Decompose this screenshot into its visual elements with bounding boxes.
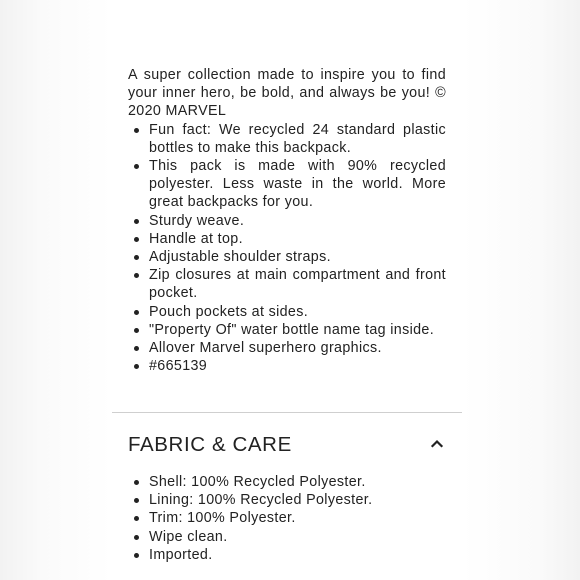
description-intro: A super collection made to inspire you to find your inner hero, be bold, and always be you! © 2020 MARVEL [128, 67, 446, 120]
description-bullet: Handle at top. [149, 230, 446, 248]
description-bullet: This pack is made with 90% recycled polyester. Less waste in the world. More great backpacks for you. [149, 158, 446, 211]
fabric-care-bullet: Imported. [149, 546, 446, 564]
fabric-care-heading: FABRIC & CARE [128, 433, 292, 456]
chevron-up-icon[interactable] [430, 436, 444, 450]
description-bullet: Pouch pockets at sides. [149, 303, 446, 321]
description-bullet-list [128, 121, 446, 376]
fabric-care-bullet: Lining: 100% Recycled Polyester. [149, 491, 446, 509]
fabric-care-bullet-list [128, 473, 446, 564]
description-bullet: "Property Of" water bottle name tag inside. [149, 321, 446, 339]
fabric-care-content [128, 473, 446, 564]
product-description [128, 66, 446, 375]
description-bullet: Fun fact: We recycled 24 standard plastic bottles to make this backpack. [149, 121, 446, 156]
fabric-care-bullet: Shell: 100% Recycled Polyester. [149, 473, 446, 491]
fabric-care-bullet: Trim: 100% Polyester. [149, 509, 446, 527]
description-bullet: Zip closures at main compartment and front pocket. [149, 267, 446, 302]
fabric-care-bullet: Wipe clean. [149, 528, 446, 546]
description-bullet: Allover Marvel superhero graphics. [149, 339, 446, 357]
section-divider [112, 412, 462, 413]
description-bullet: Adjustable shoulder straps. [149, 248, 446, 266]
fabric-care-accordion-toggle[interactable] [112, 425, 462, 465]
description-bullet: Sturdy weave. [149, 212, 446, 230]
description-bullet-style-number: #665139 [149, 357, 446, 375]
